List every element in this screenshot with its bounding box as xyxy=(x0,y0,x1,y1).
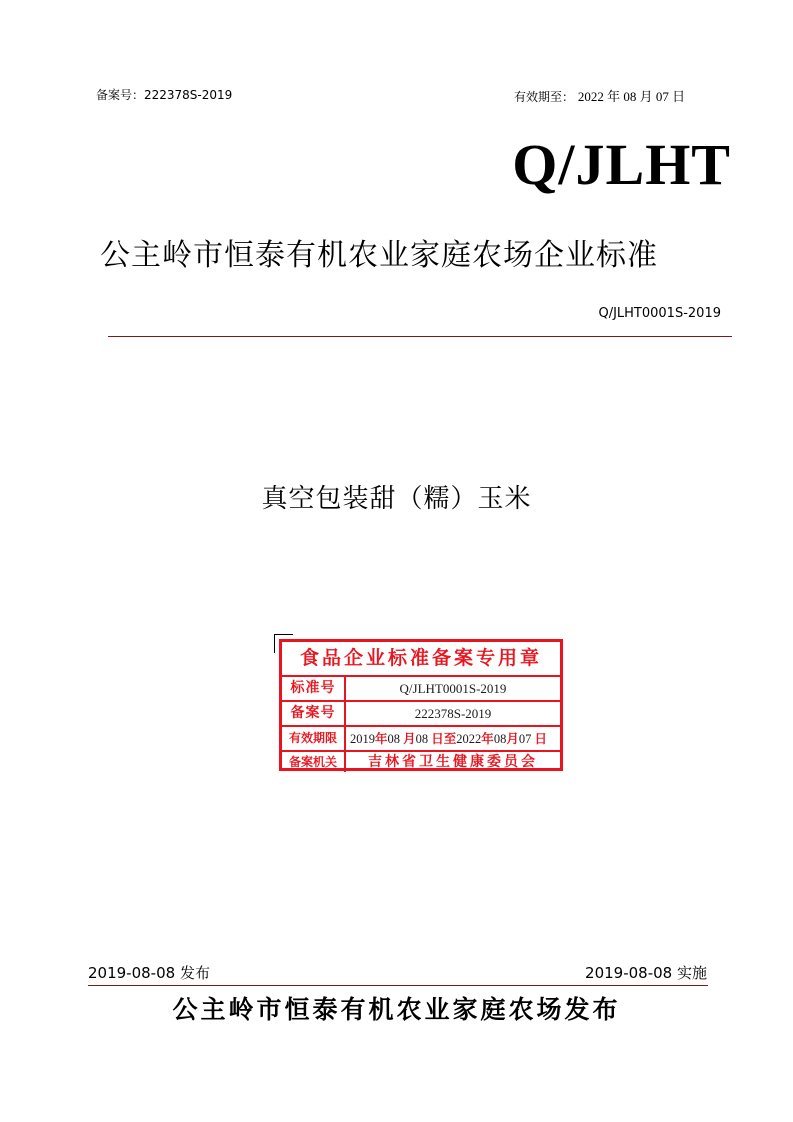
standard-code: Q/JLHT xyxy=(512,132,731,197)
stamp-label: 标准号 xyxy=(282,677,346,700)
unit-month: 月 xyxy=(506,731,519,746)
stamp-validity-dates xyxy=(346,727,560,750)
stamp-value: 吉林省卫生健康委员会 xyxy=(368,754,538,770)
filing-number: 备案号：222378S-2019 xyxy=(96,88,233,102)
publisher: 公主岭市恒泰有机农业家庭农场发布 xyxy=(172,995,621,1024)
unit-day: 日 xyxy=(534,731,547,746)
start-month: 08 xyxy=(387,732,401,746)
unit-day-to: 日至 xyxy=(431,731,457,746)
organization-title: 公主岭市恒泰有机农业家庭农场企业标准 xyxy=(100,238,658,273)
footer-divider xyxy=(88,985,708,986)
standard-number: Q/JLHT0001S-2019 xyxy=(598,306,721,321)
stamp-label: 备案号 xyxy=(282,702,346,725)
stamp-label: 有效期限 xyxy=(282,727,346,750)
valid-until-value: 2022 年 08 月 07 日 xyxy=(577,89,686,104)
issue-date: 2019-08-08 发布 xyxy=(88,964,210,982)
stamp-label: 备案机关 xyxy=(282,752,346,772)
document-title: 真空包装甜（糯）玉米 xyxy=(261,484,532,514)
stamp-row-authority xyxy=(282,752,560,772)
start-day: 08 xyxy=(415,732,429,746)
stamp-value: Q/JLHT0001S-2019 xyxy=(399,681,507,696)
stamp-title: 食品企业标准备案专用章 xyxy=(282,642,560,677)
stamp-row-standard-number xyxy=(282,677,560,702)
valid-until-label: 有效期至： xyxy=(514,90,575,104)
end-year: 2022 xyxy=(456,732,482,746)
filing-stamp xyxy=(279,639,563,771)
header-divider xyxy=(108,336,732,337)
unit-year: 年 xyxy=(375,731,388,746)
start-year: 2019 xyxy=(350,732,375,746)
unit-year: 年 xyxy=(481,731,494,746)
stamp-row-filing-number xyxy=(282,702,560,727)
end-day: 07 xyxy=(518,732,532,746)
valid-until xyxy=(514,86,685,105)
stamp-value: 222378S-2019 xyxy=(414,706,492,721)
unit-month: 月 xyxy=(403,731,416,746)
stamp-row-validity xyxy=(282,727,560,752)
end-month: 08 xyxy=(493,732,507,746)
implementation-date: 2019-08-08 实施 xyxy=(585,964,707,982)
